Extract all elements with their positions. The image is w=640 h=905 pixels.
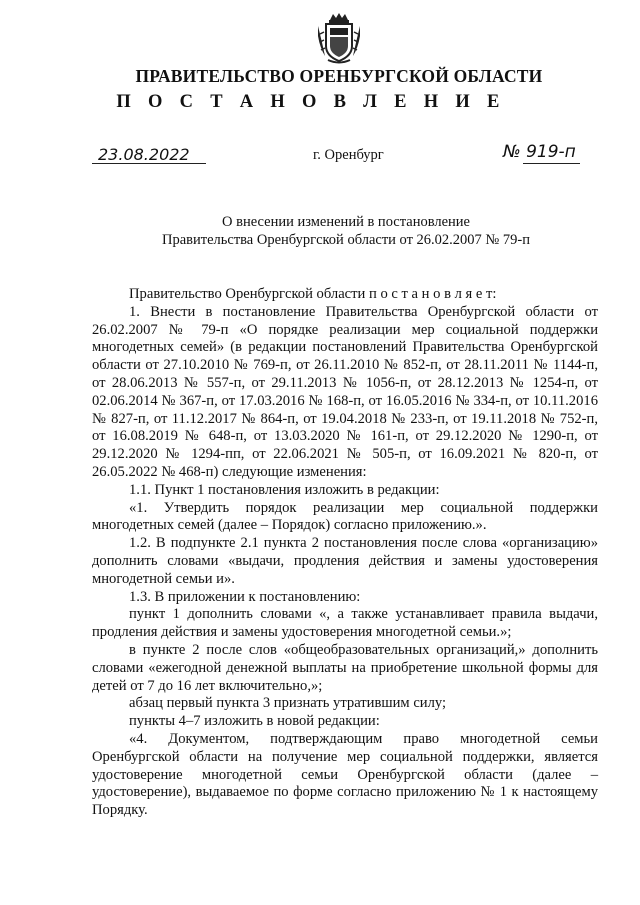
paragraph-1-3-c: абзац первый пункта 3 признать утратившим силу; — [129, 695, 447, 712]
number-underline — [523, 163, 580, 164]
document-body — [92, 286, 598, 820]
paragraph-1-3-b: в пункте 2 после слов «общеобразовательных организаций,» дополнить словами «ежегодной денежной выплаты на приобретение школьной формы для детей от 7 до 16 лет включительно,»; — [92, 641, 598, 694]
paragraph-1-3-e: «4. Документом, подтверждающим право многодетной семьи Оренбургской области на получение мер социальной поддержки, является удостоверение многодетной семьи Оренбургской области (далее – удостоверение), выдаваемое по форме согласно приложению № 1 к настоящему Порядку. — [92, 730, 598, 819]
document-type-heading: П О С Т А Н О В Л Е Н И Е — [116, 92, 506, 112]
paragraph-1-3-d: пункты 4–7 изложить в новой редакции: — [129, 713, 380, 730]
paragraph-1-1: 1.1. Пункт 1 постановления изложить в редакции: — [129, 481, 440, 498]
paragraph-1-3-a: пункт 1 дополнить словами «, а также устанавливает правила выдачи, продления действия и замены удостоверения многодетной семьи.»; — [92, 606, 598, 641]
organization-heading: ПРАВИТЕЛЬСТВО ОРЕНБУРГСКОЙ ОБЛАСТИ — [135, 66, 543, 86]
paragraph-1-1-quote: «1. Утвердить порядок реализации мер социальной поддержки многодетных семей (далее – Порядок) согласно приложению.». — [92, 499, 598, 534]
paragraph-1-3: 1.3. В приложении к постановлению: — [129, 588, 361, 605]
document-city: г. Оренбург — [313, 147, 384, 163]
title-line-2: Правительства Оренбургской области от 26.02.2007 № 79-п — [162, 232, 530, 248]
document-number: № 919-п — [503, 142, 576, 162]
title-line-1: О внесении изменений в постановление — [222, 214, 470, 230]
paragraph-1: 1. Внести в постановление Правительства Оренбургской области от 26.02.2007 № 79-п «О порядке реализации мер социальной поддержки многодетных семей» (в редакции постановлений Правительства Оренбургской области от 27.10.2010 № 769-п, от 26.11.2010 № 852-п, от 28.11.2011 № 1144-п, от 28.06.2013 № 557-п, от 29.11.2013 № 1056-п, от 28.12.2013 № 1254-п, от 02.06.2014 № 367-п, от 17.03.2016 № 168-п, от 16.05.2016 № 334-п, от 10.11.2016 № 827-п, от 11.12.2017 № 864-п, от 19.04.2018 № 233-п, от 19.11.2018 № 752-п, от 16.08.2019 № 648-п, от 13.03.2020 № 161-п, от 29.12.2020 № 1290-п, от 29.12.2020 № 1294-пп, от 22.06.2021 № 505-п, от 16.09.2021 № 820-п, от 26.05.2022 № 468-п) следующие изменения: — [92, 303, 598, 480]
document-date: 23.08.2022 — [98, 145, 190, 164]
paragraph-1-2: 1.2. В подпункте 2.1 пункта 2 постановления после слова «организацию» дополнить словами «выдачи, продления действия и замены удостоверения многодетной семьи и». — [92, 535, 598, 587]
coat-of-arms-emblem — [316, 12, 362, 64]
date-underline — [92, 163, 206, 164]
document-title — [120, 213, 572, 249]
intro-paragraph: Правительство Оренбургской области п о с т а н о в л я е т: — [129, 286, 497, 302]
